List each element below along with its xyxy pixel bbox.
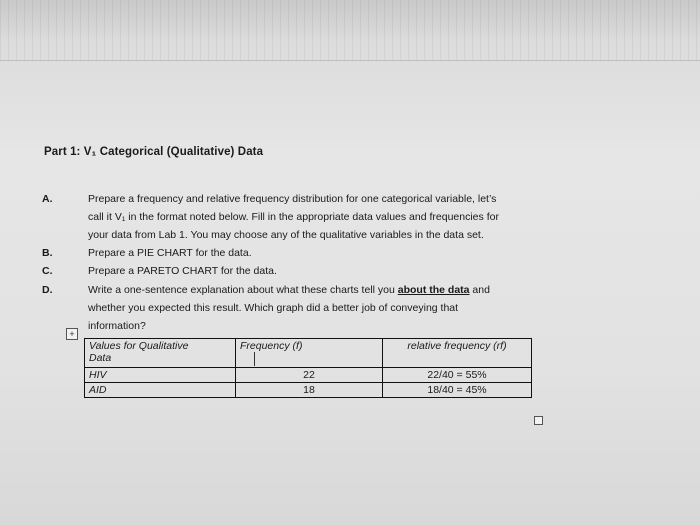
item-d-line-1 <box>88 284 490 296</box>
cell-frequency[interactable]: 18 <box>236 383 383 398</box>
item-d-marker: D. <box>42 284 53 296</box>
item-a-line-1: Prepare a frequency and relative frequency distribution for one categorical variable, let’s <box>88 193 497 205</box>
page-top-edge <box>0 0 700 61</box>
table-row <box>85 368 532 383</box>
table-row <box>85 383 532 398</box>
text-cursor <box>254 352 255 366</box>
item-c-line-1: Prepare a PARETO CHART for the data. <box>88 265 277 277</box>
frequency-table <box>84 338 532 398</box>
item-d-emphasis: about the data <box>397 284 470 296</box>
header-relative-label: relative frequency (rf) <box>407 340 507 352</box>
cell-frequency[interactable]: 22 <box>236 368 383 383</box>
item-a-line-3: your data from Lab 1. You may choose any of the qualitative variables in the data set. <box>88 229 484 241</box>
header-frequency[interactable] <box>236 339 383 368</box>
cell-relative-frequency[interactable]: 18/40 = 45% <box>383 383 532 398</box>
item-d-text: Write a one-sentence explanation about what these charts tell you <box>88 284 398 296</box>
item-c-marker: C. <box>42 265 53 277</box>
item-d-text-end: and <box>469 284 490 296</box>
item-a-marker: A. <box>42 193 53 205</box>
cell-relative-frequency[interactable]: 22/40 = 55% <box>383 368 532 383</box>
header-frequency-label: Frequency (f) <box>240 340 303 352</box>
header-values-line-1: Values for Qualitative <box>89 340 189 352</box>
header-values[interactable] <box>85 339 236 368</box>
table-header-row <box>85 339 532 368</box>
item-a-line-2: call it V₁ in the format noted below. Fill in the appropriate data values and frequencies for <box>88 211 499 223</box>
item-d-line-2: whether you expected this result. Which graph did a better job of conveying that <box>88 302 459 314</box>
item-d-line-3: information? <box>88 320 146 332</box>
cell-value[interactable]: AID <box>85 383 236 398</box>
section-heading: Part 1: V₁ Categorical (Qualitative) Data <box>44 146 264 158</box>
item-b-marker: B. <box>42 247 53 259</box>
table-resize-handle-icon[interactable] <box>534 416 543 425</box>
cell-value[interactable]: HIV <box>85 368 236 383</box>
table-move-handle-icon[interactable]: + <box>66 328 78 340</box>
header-values-line-2: Data <box>89 352 112 364</box>
item-b-line-1: Prepare a PIE CHART for the data. <box>88 247 252 259</box>
header-relative-frequency[interactable] <box>383 339 532 368</box>
